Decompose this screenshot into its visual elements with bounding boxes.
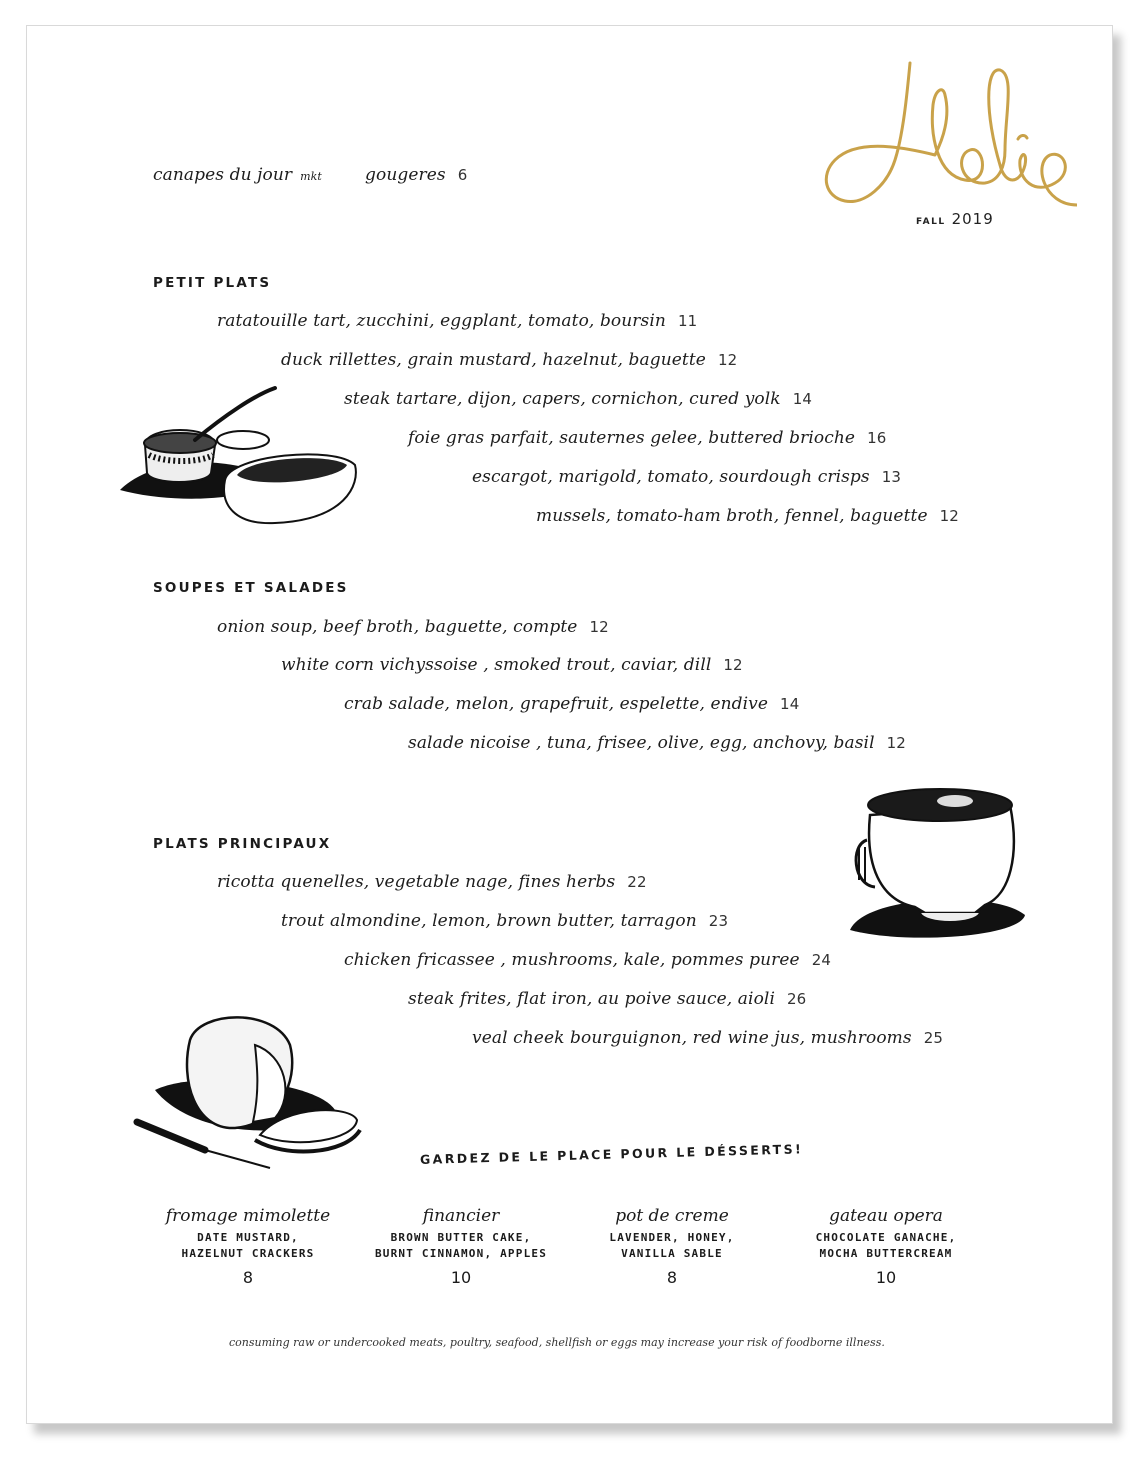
item-name: escargot, marigold, tomato, sourdough crisps bbox=[472, 467, 870, 487]
menu-item bbox=[217, 872, 647, 892]
menu-item bbox=[344, 389, 812, 409]
season-label bbox=[916, 209, 994, 228]
jolie-logo bbox=[815, 55, 1077, 225]
section-heading-soupes: SOUPES ET SALADES bbox=[153, 580, 349, 596]
dessert-name: financier bbox=[422, 1206, 500, 1226]
dessert-name: pot de creme bbox=[615, 1206, 729, 1226]
dessert-price: 8 bbox=[666, 1268, 678, 1287]
menu-item bbox=[281, 350, 737, 370]
menu-item bbox=[281, 655, 743, 675]
item-name: salade nicoise , tuna, frisee, olive, egg, anchovy, basil bbox=[408, 733, 875, 753]
dessert-price: 10 bbox=[875, 1268, 897, 1287]
starter-price: mkt bbox=[300, 170, 322, 183]
item-name: foie gras parfait, sauternes gelee, buttered brioche bbox=[408, 428, 856, 448]
item-name: ratatouille tart, zucchini, eggplant, tomato, boursin bbox=[217, 311, 666, 331]
item-name: white corn vichyssoise , smoked trout, caviar, dill bbox=[281, 655, 712, 675]
item-price: 24 bbox=[811, 951, 831, 969]
item-price: 12 bbox=[886, 734, 906, 752]
dessert-item bbox=[346, 1206, 576, 1287]
dessert-item bbox=[557, 1206, 787, 1287]
starter-price: 6 bbox=[457, 166, 468, 184]
item-name: mussels, tomato-ham broth, fennel, baguette bbox=[536, 506, 928, 526]
dessert-desc-line1: DATE MUSTARD, bbox=[197, 1231, 299, 1244]
item-price: 16 bbox=[867, 429, 887, 447]
season-word: FALL bbox=[916, 217, 946, 227]
item-price: 13 bbox=[881, 468, 902, 486]
item-price: 11 bbox=[677, 312, 698, 330]
menu-item bbox=[472, 1028, 943, 1048]
dessert-name: gateau opera bbox=[829, 1206, 943, 1226]
item-name: ricotta quenelles, vegetable nage, fines herbs bbox=[217, 872, 616, 892]
starter-name: canapes du jour bbox=[153, 165, 293, 185]
dessert-price: 10 bbox=[450, 1268, 472, 1287]
menu-item bbox=[472, 467, 901, 487]
item-price: 14 bbox=[780, 695, 800, 713]
dessert-item bbox=[771, 1206, 1001, 1287]
menu-item bbox=[281, 911, 728, 931]
dessert-desc-line1: LAVENDER, HONEY, bbox=[609, 1231, 735, 1244]
item-price: 23 bbox=[708, 912, 729, 930]
cheese-illustration bbox=[135, 1010, 375, 1175]
item-price: 12 bbox=[589, 618, 609, 636]
dessert-desc-line1: BROWN BUTTER CAKE, bbox=[390, 1231, 532, 1244]
dessert-desc-line2: BURNT CINNAMON, APPLES bbox=[374, 1247, 548, 1260]
item-name: veal cheek bourguignon, red wine jus, mushrooms bbox=[472, 1028, 912, 1048]
menu-item bbox=[344, 950, 831, 970]
dessert-desc-line2: HAZELNUT CRACKERS bbox=[181, 1247, 315, 1260]
season-year: 2019 bbox=[951, 210, 994, 228]
item-price: 25 bbox=[923, 1029, 944, 1047]
soup-tureen-illustration bbox=[845, 785, 1035, 945]
item-price: 14 bbox=[792, 390, 812, 408]
item-name: chicken fricassee , mushrooms, kale, pommes puree bbox=[344, 950, 800, 970]
item-name: crab salade, melon, grapefruit, espelette, endive bbox=[344, 694, 769, 714]
dessert-name: fromage mimolette bbox=[165, 1206, 331, 1226]
item-name: onion soup, beef broth, baguette, compte bbox=[217, 617, 578, 637]
item-price: 12 bbox=[723, 656, 743, 674]
dessert-desc-line1: CHOCOLATE GANACHE, bbox=[815, 1231, 957, 1244]
section-heading-petit-plats: PETIT PLATS bbox=[153, 275, 272, 291]
menu-item bbox=[408, 733, 906, 753]
starter-gougeres bbox=[365, 165, 467, 185]
item-name: steak tartare, dijon, capers, cornichon, cured yolk bbox=[344, 389, 781, 409]
item-price: 12 bbox=[939, 507, 959, 525]
item-price: 22 bbox=[627, 873, 647, 891]
menu-item bbox=[344, 694, 799, 714]
food-safety-footnote: consuming raw or undercooked meats, poultry, seafood, shellfish or eggs may increase your risk of foodborne illness. bbox=[229, 1336, 885, 1349]
menu-item bbox=[217, 617, 609, 637]
menu-item bbox=[217, 311, 697, 331]
item-price: 12 bbox=[717, 351, 738, 369]
dessert-price: 8 bbox=[242, 1268, 254, 1287]
desserts-heading: GARDEZ DE LE PLACE POUR LE DÉSSERTS! bbox=[419, 1141, 804, 1167]
item-name: trout almondine, lemon, brown butter, tarragon bbox=[281, 911, 697, 931]
starter-name: gougeres bbox=[365, 165, 446, 185]
item-name: duck rillettes, grain mustard, hazelnut, baguette bbox=[281, 350, 706, 370]
item-price: 26 bbox=[786, 990, 807, 1008]
section-heading-principaux: PLATS PRINCIPAUX bbox=[153, 836, 332, 852]
menu-item bbox=[536, 506, 959, 526]
dessert-desc-line2: MOCHA BUTTERCREAM bbox=[819, 1247, 953, 1260]
dessert-item bbox=[133, 1206, 363, 1287]
item-name: steak frites, flat iron, au poive sauce, aioli bbox=[408, 989, 775, 1009]
menu-item bbox=[408, 989, 806, 1009]
starter-canapes bbox=[153, 165, 322, 185]
rillettes-pot-illustration bbox=[115, 385, 375, 525]
dessert-desc-line2: VANILLA SABLE bbox=[621, 1247, 723, 1260]
menu-item bbox=[408, 428, 886, 448]
